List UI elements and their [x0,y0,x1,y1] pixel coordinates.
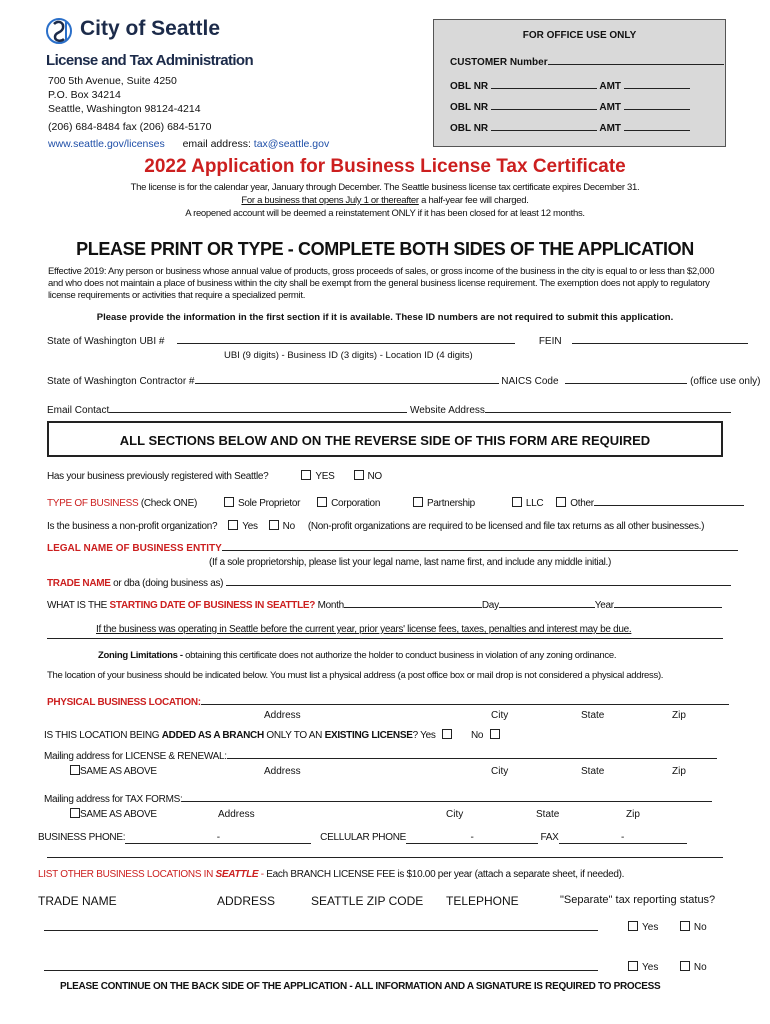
intro-half-year-underlined: For a business that opens July 1 or thereafter [241,195,419,206]
col-header-separate-status: "Separate" tax reporting status? [560,894,716,906]
contractor-field[interactable] [195,383,499,384]
email-link[interactable]: tax@seattle.gov [253,138,330,150]
other-checkbox[interactable] [556,497,566,507]
obl-row [450,123,690,134]
intro-line-3: A reopened account will be deemed a reinstatement ONLY if it has been closed for at least 12 months. [185,208,585,219]
start-year-label: Year [594,600,614,611]
physical-location-label: PHYSICAL BUSINESS LOCATION: [47,697,201,708]
ubi-row [47,336,748,347]
start-month-field[interactable] [344,607,482,608]
intro-line-2 [0,194,770,207]
required-sections-banner [47,421,723,457]
branch-1-yes-label: Yes [642,922,659,933]
branch-location-line-1[interactable] [44,930,598,931]
obl-row [450,81,690,92]
sole-proprietor-checkbox[interactable] [224,497,234,507]
physical-state-caption: State [581,710,605,721]
web-email-line [48,138,329,150]
office-use-box [433,19,726,147]
amt-field[interactable] [624,109,690,110]
fax-dash: - [620,832,625,843]
mail-license-same-row [70,765,157,777]
branch-1-no-label: No [693,922,707,933]
zoning-text: obtaining this certificate does not authorize the holder to conduct business in violation of any zoning ordinance. [182,650,617,661]
address-line-2: P.O. Box 34214 [48,89,121,101]
branch-2-no-checkbox[interactable] [680,961,690,971]
amt-field[interactable] [624,130,690,131]
previous-yes-checkbox[interactable] [301,470,311,480]
legal-name-label: LEGAL NAME OF BUSINESS ENTITY [47,543,222,554]
provide-info-note: Please provide the information in the first section if it is available. These ID numbers are not required to submit this application. [96,312,674,323]
mail-license-field[interactable] [227,758,717,759]
mail-tax-field[interactable] [182,801,712,802]
col-header-telephone: TELEPHONE [446,894,519,908]
obl-field[interactable] [491,88,597,89]
partnership-label: Partnership [427,498,475,509]
ubi-label: State of Washington UBI # [47,336,165,347]
city-seal-logo-icon [46,16,72,46]
obl-field[interactable] [491,130,597,131]
other-locations-rest: Each BRANCH LICENSE FEE is $10.00 per year (attach a separate sheet, if needed). [266,869,625,880]
amt-field[interactable] [624,88,690,89]
phones-row [38,832,687,844]
website-link[interactable]: www.seattle.gov/licenses [48,138,165,150]
business-phone-label: BUSINESS PHONE: [38,832,126,843]
mail-license-address-caption: Address [264,766,301,777]
mail-license-same-label: SAME AS ABOVE [80,766,157,777]
mail-tax-zip-caption: Zip [626,809,640,820]
fein-label: FEIN [538,336,562,347]
legal-name-help: (If a sole proprietorship, please list your legal name, last name first, and include any middle initial.) [209,557,612,568]
mail-license-same-checkbox[interactable] [70,765,80,775]
branch-no-checkbox[interactable] [490,729,500,739]
partnership-checkbox[interactable] [413,497,423,507]
trade-name-field[interactable] [226,585,731,586]
contractor-row [47,376,761,387]
continue-back-side-footer: PLEASE CONTINUE ON THE BACK SIDE OF THE APPLICATION - ALL INFORMATION AND A SIGNATURE IS REQUIRED TO PROCESS [60,981,661,992]
department-name: License and Tax Administration [46,52,254,69]
previous-registration-row [47,470,382,482]
intro-half-year-rest: a half-year fee will charged. [418,195,529,206]
physical-zip-caption: Zip [672,710,686,721]
mail-license-zip-caption: Zip [672,766,686,777]
nonprofit-no-checkbox[interactable] [269,520,279,530]
naics-label: NAICS Code [501,376,559,387]
branch-1-yes-checkbox[interactable] [628,921,638,931]
trade-name-dba: or dba (doing business as) [110,578,224,589]
effective-2019-text: Effective 2019: Any person or business whose annual value of products, gross proceeds of sales, or gross income of the business in the city is equal to or less than $2,000 and who does not maintain a place of business within the city shall be exempt from the general business license requirement. The exemption does not apply to regulatory license requirements or activities that require a specialized permit. [48,266,715,301]
business-phone-dash: - [216,832,220,843]
physical-location-field[interactable] [201,704,729,705]
obl-label: OBL NR [450,123,489,134]
customer-number-row [450,57,724,68]
mailing-address-block [48,74,201,116]
naics-note: (office use only) [690,376,761,387]
fax-field[interactable] [559,832,687,844]
website-address-field[interactable] [485,412,731,413]
nonprofit-yes-label: Yes [242,521,258,532]
phone-fax: (206) 684-8484 fax (206) 684-5170 [48,121,212,133]
intro-line-1: The license is for the calendar year, January through December. The Seattle business license tax certificate expires December 31. [130,182,640,193]
email-label: email address: [182,138,251,150]
mail-tax-row [44,794,712,805]
branch-2-yes-label: Yes [642,962,659,973]
nonprofit-row [47,520,704,532]
start-month-label: Month [317,600,344,611]
obl-field[interactable] [491,109,597,110]
previous-no-label: NO [367,471,382,482]
branch-2-no-label: No [693,962,707,973]
previous-no-checkbox[interactable] [354,470,364,480]
fein-field[interactable] [572,343,748,344]
legal-name-field[interactable] [222,550,738,551]
naics-field[interactable] [565,383,687,384]
other-label: Other [570,498,594,509]
start-day-field[interactable] [499,607,595,608]
start-date-label: STARTING DATE OF BUSINESS IN SEATTLE? [109,600,316,611]
customer-number-field[interactable] [548,64,724,65]
prior-years-note: If the business was operating in Seattle before the current year, prior years' license fees, taxes, penalties and interest may be due. [96,624,632,635]
email-contact-field[interactable] [109,412,407,413]
contact-row [47,405,731,416]
col-header-zip: SEATTLE ZIP CODE [311,894,424,908]
ubi-field[interactable] [177,343,515,344]
mail-tax-address-caption: Address [218,809,255,820]
other-locations-seattle: SEATTLE [215,869,259,880]
mail-tax-same-checkbox[interactable] [70,808,80,818]
business-phone-field[interactable] [125,832,311,844]
nonprofit-no-label: No [282,521,295,532]
physical-address-caption: Address [264,710,301,721]
email-contact-label: Email Contact [47,405,110,416]
branch-prefix: IS THIS LOCATION BEING [44,730,162,741]
mail-tax-state-caption: State [536,809,560,820]
address-line-1: 700 5th Avenue, Suite 4250 [48,75,177,87]
obl-label: OBL NR [450,81,489,92]
branch-location-line-2[interactable] [44,970,598,971]
branch-1-status [628,921,707,933]
start-date-prefix: WHAT IS THE [47,600,110,611]
branch-1-no-checkbox[interactable] [680,921,690,931]
legal-name-row [47,543,738,554]
previous-registration-question: Has your business previously registered with Seattle? [47,471,269,482]
other-locations-dash: - [258,869,267,880]
corporation-checkbox[interactable] [317,497,327,507]
physical-location-row [47,697,729,708]
zoning-note [98,650,616,661]
branch-2-yes-checkbox[interactable] [628,961,638,971]
corporation-label: Corporation [331,498,381,509]
start-day-label: Day [481,600,499,611]
col-header-address: ADDRESS [217,894,276,908]
col-header-trade-name: TRADE NAME [38,894,117,908]
business-type-row [47,497,744,509]
mail-tax-city-caption: City [446,809,464,820]
physical-city-caption: City [491,710,509,721]
business-type-label: TYPE OF BUSINESS [47,498,139,509]
cellular-phone-field[interactable] [406,832,538,844]
amt-label: AMT [599,102,622,113]
office-use-title: FOR OFFICE USE ONLY [522,30,637,41]
nonprofit-note: (Non-profit organizations are required to be licensed and file tax returns as all other businesses.) [307,521,705,532]
branch-added: ADDED AS A BRANCH [161,730,264,741]
intro-text [0,181,770,220]
section-divider [47,857,723,858]
amt-label: AMT [599,81,622,92]
business-type-check-one: (Check ONE) [138,498,197,509]
cellular-phone-label: CELLULAR PHONE [320,832,407,843]
customer-number-label: CUSTOMER Number [450,57,548,68]
branch-yes-label: ? Yes [412,730,436,741]
cellular-phone-dash: - [470,832,474,843]
start-year-field[interactable] [614,607,722,608]
llc-checkbox[interactable] [512,497,522,507]
trade-name-row [47,578,731,589]
fax-label: FAX [540,832,559,843]
branch-existing: EXISTING LICENSE [324,730,413,741]
contractor-label: State of Washington Contractor # [47,376,195,387]
start-date-row [47,600,722,611]
mail-license-label: Mailing address for LICENSE & RENEWAL: [44,751,227,762]
required-sections-text: ALL SECTIONS BELOW AND ON THE REVERSE SIDE OF THIS FORM ARE REQUIRED [119,433,651,448]
branch-no-label: No [471,730,484,741]
other-locations-row [38,869,624,880]
city-name: City of Seattle [80,17,221,40]
branch-yes-checkbox[interactable] [442,729,452,739]
ubi-help: UBI (9 digits) - Business ID (3 digits) - Location ID (4 digits) [224,350,473,361]
mail-tax-label: Mailing address for TAX FORMS: [44,794,183,805]
nonprofit-yes-checkbox[interactable] [228,520,238,530]
website-address-label: Website Address [410,405,485,416]
other-locations-label: LIST OTHER BUSINESS LOCATIONS IN [38,869,216,880]
trade-name-label: TRADE NAME [47,578,111,589]
obl-row [450,102,690,113]
address-line-3: Seattle, Washington 98124-4214 [48,103,201,115]
llc-label: LLC [525,498,544,509]
location-note: The location of your business should be indicated below. You must list a physical address (a post office box or mail drop is not considered a physical address). [47,670,664,681]
mail-tax-same-row [70,808,157,820]
zoning-label: Zoning Limitations - [98,650,183,661]
print-or-type-heading: PLEASE PRINT OR TYPE - COMPLETE BOTH SIDES OF THE APPLICATION [76,239,694,259]
branch-2-status [628,961,707,973]
previous-yes-label: YES [315,471,335,482]
other-field[interactable] [594,505,744,506]
section-divider [47,638,723,639]
form-title: 2022 Application for Business License Tax Certificate [144,156,626,177]
mail-license-city-caption: City [491,766,509,777]
sole-proprietor-label: Sole Proprietor [237,498,301,509]
branch-mid: ONLY TO AN [263,730,325,741]
mail-tax-same-label: SAME AS ABOVE [80,809,157,820]
branch-row [44,729,504,741]
mail-license-state-caption: State [581,766,605,777]
nonprofit-question: Is the business a non-profit organization? [47,521,218,532]
mail-license-row [44,751,717,762]
amt-label: AMT [599,123,622,134]
obl-label: OBL NR [450,102,489,113]
